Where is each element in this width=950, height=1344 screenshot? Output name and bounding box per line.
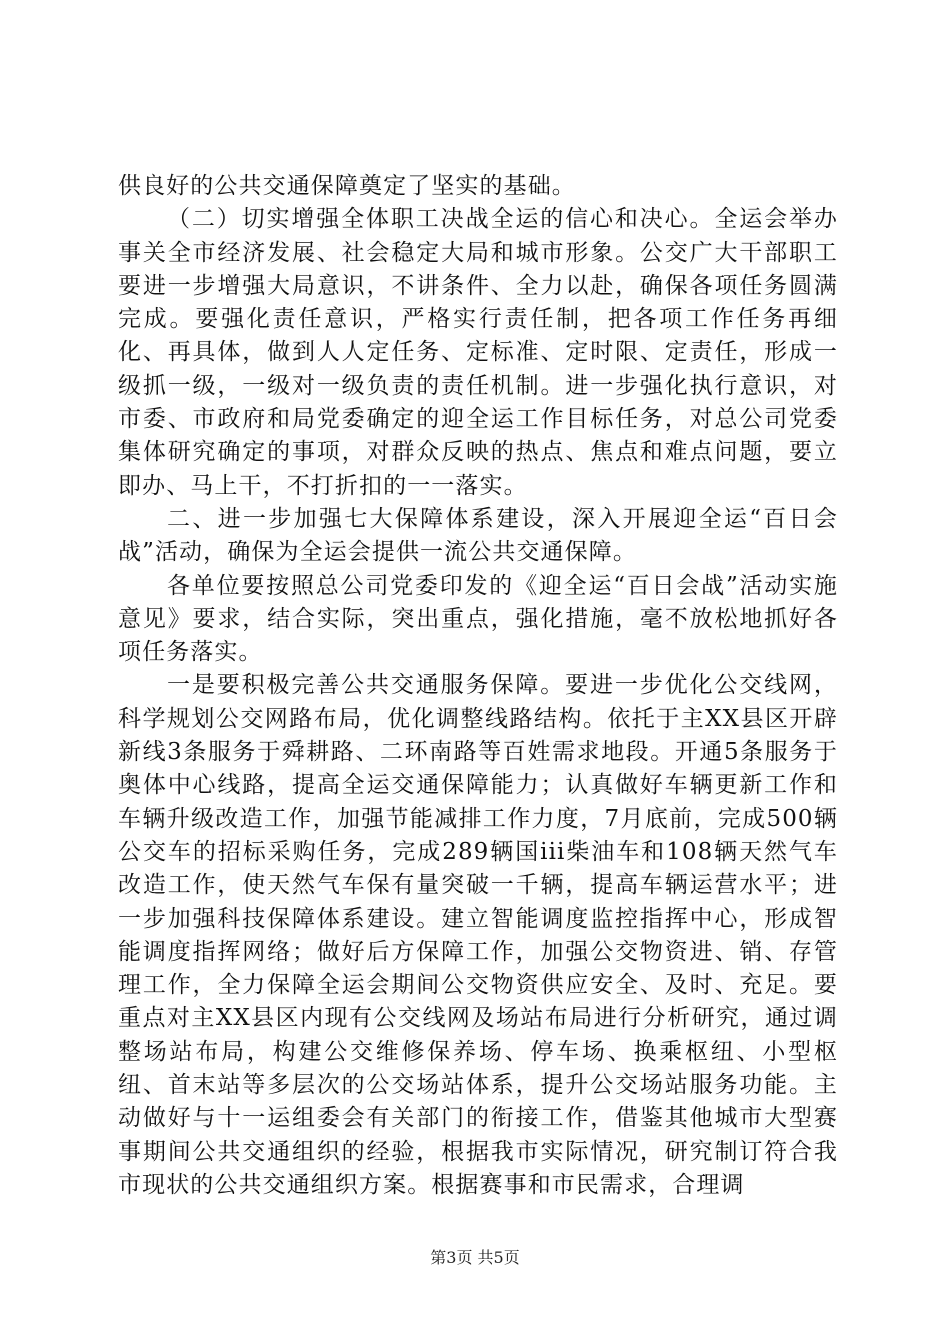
- page-footer: 第3页 共5页: [430, 1248, 520, 1267]
- paragraph-service-guarantee: 一是要积极完善公共交通服务保障。要进一步优化公交线网，科学规划公交网路布局，优化调整线路结构。依托于主XX县区开辟新线3条服务于舜耕路、二环南路等百姓需求地段。开通5条服务于奥体中心线路，提高全运交通保障能力；认真做好车辆更新工作和车辆升级改造工作，加强节能减排工作力度，7月底前，完成500辆公交车的招标采购任务，完成289辆国iii柴油车和108辆天然气车改造工作，使天然气车保有量突破一千辆，提高车辆运营水平；进一步加强科技保障体系建设。建立智能调度监控指挥中心，形成智能调度指挥网络；做好后方保障工作，加强公交物资进、销、存管理工作，全力保障全运会期间公交物资供应安全、及时、充足。要重点对主XX县区内现有公交线网及场站布局进行分析研究，通过调整场站布局，构建公交维修保养场、停车场、换乘枢纽、小型枢纽、首末站等多层次的公交场站体系，提升公交场站服务功能。主动做好与十一运组委会有关部门的衔接工作，借鉴其他城市大型赛事期间公共交通组织的经验，根据我市实际情况，研究制订符合我市现状的公共交通组织方案。根据赛事和市民需求，合理调: [118, 672, 838, 1198]
- paragraph-heading-two: 二、进一步加强七大保障体系建设，深入开展迎全运“百日会战”活动，确保为全运会提供一流公共交通保障。: [118, 505, 838, 566]
- document-body: [118, 170, 838, 1202]
- paragraph-section-2: （二）切实增强全体职工决战全运的信心和决心。全运会举办事关全市经济发展、社会稳定大局和城市形象。公交广大干部职工要进一步增强大局意识，不讲条件、全力以赴，确保各项任务圆满完成。要强化责任意识，严格实行责任制，把各项工作任务再细化、再具体，做到人人定任务、定标准、定时限、定责任，形成一级抓一级，一级对一级负责的责任机制。进一步强化执行意识，对市委、市政府和局党委确定的迎全运工作目标任务，对总公司党委集体研究确定的事项，对群众反映的热点、焦点和难点问题，要立即办、马上干，不打折扣的一一落实。: [118, 206, 838, 499]
- paragraph-units-requirement: 各单位要按照总公司党委印发的《迎全运“百日会战”活动实施意见》要求，结合实际，突出重点，强化措施，毫不放松地抓好各项任务落实。: [118, 572, 838, 666]
- paragraph-continuation: 供良好的公共交通保障奠定了坚实的基础。: [118, 173, 576, 199]
